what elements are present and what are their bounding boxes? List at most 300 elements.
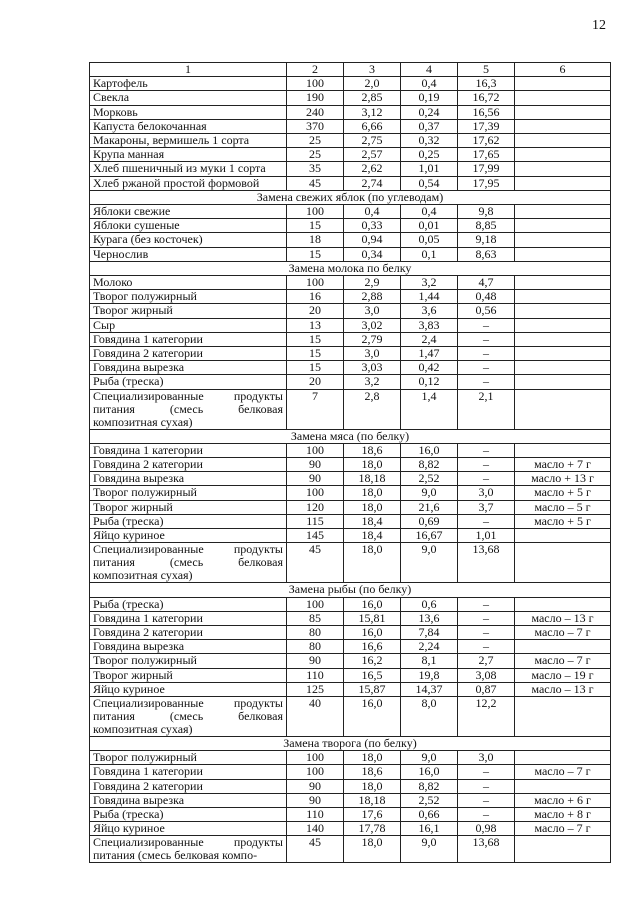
table-row <box>90 219 611 233</box>
value-cell: 2,4 <box>401 332 458 346</box>
product-name-cell: Курага (без косточек) <box>90 233 287 247</box>
product-name-cell: Говядина 2 категории <box>90 779 287 793</box>
table-row <box>90 822 611 836</box>
value-cell: – <box>458 332 515 346</box>
table-row <box>90 318 611 332</box>
value-cell: 8,82 <box>401 458 458 472</box>
value-cell: 20 <box>287 375 344 389</box>
section-heading: Замена свежих яблок (по углеводам) <box>90 190 611 204</box>
table-row <box>90 625 611 639</box>
section-heading: Замена рыбы (по белку) <box>90 583 611 597</box>
value-cell: 0,01 <box>401 219 458 233</box>
value-cell <box>515 389 611 429</box>
product-name-cell: Говядина вырезка <box>90 361 287 375</box>
product-name-cell: Рыба (треска) <box>90 375 287 389</box>
value-cell: 2,62 <box>344 162 401 176</box>
value-cell: 100 <box>287 486 344 500</box>
table-row <box>90 543 611 583</box>
value-cell: 110 <box>287 668 344 682</box>
value-cell <box>515 332 611 346</box>
product-name-cell: Говядина 2 категории <box>90 458 287 472</box>
product-name-cell: Молоко <box>90 276 287 290</box>
section-heading-row <box>90 429 611 443</box>
value-cell: 1,47 <box>401 347 458 361</box>
value-cell: – <box>458 443 515 457</box>
value-cell: 0,37 <box>401 119 458 133</box>
value-cell: 45 <box>287 836 344 863</box>
value-cell <box>515 105 611 119</box>
value-cell: 90 <box>287 793 344 807</box>
value-cell: 0,48 <box>458 290 515 304</box>
table-row <box>90 611 611 625</box>
value-cell: 9,8 <box>458 205 515 219</box>
value-cell: 3,12 <box>344 105 401 119</box>
product-name-cell: Говядина 2 категории <box>90 347 287 361</box>
value-cell: 1,01 <box>401 162 458 176</box>
value-cell: 12,2 <box>458 696 515 736</box>
value-cell: 140 <box>287 822 344 836</box>
section-heading: Замена молока по белку <box>90 261 611 275</box>
value-cell: 17,65 <box>458 148 515 162</box>
value-cell: масло + 8 г <box>515 807 611 821</box>
value-cell: – <box>458 347 515 361</box>
table-row <box>90 682 611 696</box>
value-cell: 2,85 <box>344 91 401 105</box>
value-cell: 8,85 <box>458 219 515 233</box>
section-heading-row <box>90 583 611 597</box>
value-cell: 3,7 <box>458 500 515 514</box>
header-cell: 4 <box>401 63 458 77</box>
table-body <box>90 63 611 863</box>
product-name-cell: Морковь <box>90 105 287 119</box>
value-cell: 3,2 <box>344 375 401 389</box>
value-cell: 0,54 <box>401 176 458 190</box>
product-name-cell: Творог полужирный <box>90 290 287 304</box>
value-cell: 45 <box>287 543 344 583</box>
value-cell: 17,95 <box>458 176 515 190</box>
value-cell: 14,37 <box>401 682 458 696</box>
value-cell: 16,6 <box>344 640 401 654</box>
value-cell <box>515 318 611 332</box>
table-row <box>90 458 611 472</box>
product-name-cell: Говядина 1 категории <box>90 443 287 457</box>
value-cell <box>515 779 611 793</box>
value-cell: 18,0 <box>344 779 401 793</box>
value-cell: 18,6 <box>344 765 401 779</box>
value-cell <box>515 162 611 176</box>
value-cell: масло – 5 г <box>515 500 611 514</box>
table-row <box>90 472 611 486</box>
value-cell: – <box>458 361 515 375</box>
value-cell: – <box>458 807 515 821</box>
value-cell <box>515 836 611 863</box>
value-cell <box>515 597 611 611</box>
value-cell <box>515 148 611 162</box>
value-cell: 1,4 <box>401 389 458 429</box>
value-cell <box>515 543 611 583</box>
value-cell <box>515 91 611 105</box>
value-cell: 8,0 <box>401 696 458 736</box>
value-cell <box>515 304 611 318</box>
value-cell: 16,0 <box>344 696 401 736</box>
value-cell: 0,19 <box>401 91 458 105</box>
value-cell: 18,0 <box>344 458 401 472</box>
value-cell: 90 <box>287 472 344 486</box>
value-cell: масло + 5 г <box>515 514 611 528</box>
table-row <box>90 375 611 389</box>
value-cell: 18,4 <box>344 529 401 543</box>
value-cell: 0,69 <box>401 514 458 528</box>
value-cell: 13,68 <box>458 836 515 863</box>
value-cell: 15,87 <box>344 682 401 696</box>
value-cell: – <box>458 514 515 528</box>
value-cell: 85 <box>287 611 344 625</box>
table-row <box>90 751 611 765</box>
value-cell: 2,52 <box>401 472 458 486</box>
value-cell: 100 <box>287 765 344 779</box>
product-name-cell: Творог полужирный <box>90 751 287 765</box>
table-row <box>90 765 611 779</box>
table-row <box>90 105 611 119</box>
value-cell: 18,0 <box>344 543 401 583</box>
value-cell: 16,0 <box>401 765 458 779</box>
value-cell: 17,62 <box>458 134 515 148</box>
value-cell <box>515 205 611 219</box>
value-cell: 3,2 <box>401 276 458 290</box>
product-name-cell: Говядина 1 категории <box>90 765 287 779</box>
product-name-cell: Яйцо куриное <box>90 822 287 836</box>
product-name-cell: Специализированные продукты питания (смесь белковая композитная сухая) <box>90 543 287 583</box>
value-cell: масло – 7 г <box>515 654 611 668</box>
value-cell: 25 <box>287 134 344 148</box>
value-cell: 0,05 <box>401 233 458 247</box>
value-cell: масло – 7 г <box>515 765 611 779</box>
value-cell: 9,0 <box>401 836 458 863</box>
table-row <box>90 233 611 247</box>
header-cell: 6 <box>515 63 611 77</box>
product-name-cell: Творог жирный <box>90 304 287 318</box>
value-cell: 19,8 <box>401 668 458 682</box>
value-cell: 0,4 <box>344 205 401 219</box>
value-cell: 2,1 <box>458 389 515 429</box>
value-cell: 0,56 <box>458 304 515 318</box>
value-cell: – <box>458 765 515 779</box>
table-row <box>90 276 611 290</box>
value-cell <box>515 77 611 91</box>
product-name-cell: Творог жирный <box>90 668 287 682</box>
table-row <box>90 779 611 793</box>
value-cell: 100 <box>287 751 344 765</box>
value-cell: масло – 13 г <box>515 682 611 696</box>
value-cell: 0,94 <box>344 233 401 247</box>
table-row <box>90 529 611 543</box>
value-cell: 35 <box>287 162 344 176</box>
value-cell: 0,25 <box>401 148 458 162</box>
value-cell: 2,7 <box>458 654 515 668</box>
value-cell: 17,99 <box>458 162 515 176</box>
value-cell: 0,33 <box>344 219 401 233</box>
value-cell <box>515 290 611 304</box>
value-cell: 100 <box>287 77 344 91</box>
value-cell: 0,12 <box>401 375 458 389</box>
value-cell: 3,02 <box>344 318 401 332</box>
product-name-cell: Говядина вырезка <box>90 472 287 486</box>
value-cell: 13,68 <box>458 543 515 583</box>
value-cell: 15 <box>287 219 344 233</box>
product-name-cell: Специализированные продукты питания (смесь белковая композитная сухая) <box>90 389 287 429</box>
table-row <box>90 807 611 821</box>
value-cell: 16,3 <box>458 77 515 91</box>
value-cell: 2,79 <box>344 332 401 346</box>
value-cell: 240 <box>287 105 344 119</box>
value-cell: 90 <box>287 654 344 668</box>
value-cell: 40 <box>287 696 344 736</box>
value-cell: 6,66 <box>344 119 401 133</box>
value-cell: 110 <box>287 807 344 821</box>
value-cell: 18,0 <box>344 751 401 765</box>
value-cell: 90 <box>287 779 344 793</box>
product-name-cell: Яйцо куриное <box>90 529 287 543</box>
value-cell: 20 <box>287 304 344 318</box>
value-cell: 25 <box>287 148 344 162</box>
table-row <box>90 836 611 863</box>
value-cell: 80 <box>287 640 344 654</box>
value-cell: 2,52 <box>401 793 458 807</box>
value-cell <box>515 751 611 765</box>
value-cell: 4,7 <box>458 276 515 290</box>
product-name-cell: Яйцо куриное <box>90 682 287 696</box>
value-cell: 16,72 <box>458 91 515 105</box>
product-name-cell: Специализированные продукты питания (смесь белковая компо- <box>90 836 287 863</box>
value-cell: 0,1 <box>401 247 458 261</box>
table-row <box>90 597 611 611</box>
value-cell: 16,56 <box>458 105 515 119</box>
value-cell: 0,66 <box>401 807 458 821</box>
value-cell: 18,4 <box>344 514 401 528</box>
value-cell: масло – 7 г <box>515 625 611 639</box>
value-cell: 45 <box>287 176 344 190</box>
value-cell <box>515 375 611 389</box>
table-row <box>90 119 611 133</box>
value-cell: 9,18 <box>458 233 515 247</box>
value-cell: 125 <box>287 682 344 696</box>
value-cell: 16,0 <box>344 625 401 639</box>
header-cell: 2 <box>287 63 344 77</box>
value-cell <box>515 347 611 361</box>
value-cell: 9,0 <box>401 751 458 765</box>
value-cell: 15 <box>287 361 344 375</box>
value-cell: 16,0 <box>401 443 458 457</box>
value-cell: 2,0 <box>344 77 401 91</box>
value-cell: 370 <box>287 119 344 133</box>
product-name-cell: Рыба (треска) <box>90 807 287 821</box>
value-cell: 0,6 <box>401 597 458 611</box>
value-cell: 17,39 <box>458 119 515 133</box>
product-name-cell: Говядина 1 категории <box>90 611 287 625</box>
product-name-cell: Говядина 1 категории <box>90 332 287 346</box>
value-cell: 100 <box>287 276 344 290</box>
product-name-cell: Яблоки свежие <box>90 205 287 219</box>
value-cell: масло – 13 г <box>515 611 611 625</box>
value-cell: 2,88 <box>344 290 401 304</box>
section-heading-row <box>90 190 611 204</box>
value-cell <box>515 276 611 290</box>
product-name-cell: Хлеб ржаной простой формовой <box>90 176 287 190</box>
product-name-cell: Рыба (треска) <box>90 597 287 611</box>
value-cell: 17,6 <box>344 807 401 821</box>
section-heading-row <box>90 261 611 275</box>
table-row <box>90 500 611 514</box>
value-cell: – <box>458 318 515 332</box>
value-cell: масло + 7 г <box>515 458 611 472</box>
value-cell: 2,8 <box>344 389 401 429</box>
value-cell: 1,01 <box>458 529 515 543</box>
table-row <box>90 162 611 176</box>
value-cell: 2,75 <box>344 134 401 148</box>
value-cell: 13,6 <box>401 611 458 625</box>
value-cell: 0,4 <box>401 205 458 219</box>
product-name-cell: Говядина 2 категории <box>90 625 287 639</box>
value-cell: 18,6 <box>344 443 401 457</box>
value-cell <box>515 233 611 247</box>
value-cell: 3,6 <box>401 304 458 318</box>
table-row <box>90 247 611 261</box>
product-name-cell: Творог полужирный <box>90 486 287 500</box>
value-cell: 2,74 <box>344 176 401 190</box>
value-cell: 0,32 <box>401 134 458 148</box>
product-name-cell: Свекла <box>90 91 287 105</box>
table-row <box>90 205 611 219</box>
value-cell <box>515 640 611 654</box>
value-cell: 2,9 <box>344 276 401 290</box>
value-cell: 18,18 <box>344 472 401 486</box>
value-cell: 21,6 <box>401 500 458 514</box>
value-cell: масло + 13 г <box>515 472 611 486</box>
value-cell: 100 <box>287 205 344 219</box>
product-name-cell: Крупа манная <box>90 148 287 162</box>
value-cell: 17,78 <box>344 822 401 836</box>
value-cell: масло – 7 г <box>515 822 611 836</box>
product-name-cell: Яблоки сушеные <box>90 219 287 233</box>
product-name-cell: Специализированные продукты питания (смесь белковая композитная сухая) <box>90 696 287 736</box>
value-cell: 18,0 <box>344 500 401 514</box>
value-cell: 9,0 <box>401 543 458 583</box>
section-heading: Замена мяса (по белку) <box>90 429 611 443</box>
table-row <box>90 304 611 318</box>
value-cell: масло + 6 г <box>515 793 611 807</box>
value-cell: 120 <box>287 500 344 514</box>
value-cell: 3,03 <box>344 361 401 375</box>
value-cell: 16,2 <box>344 654 401 668</box>
table-row <box>90 134 611 148</box>
value-cell: 2,24 <box>401 640 458 654</box>
value-cell: 0,4 <box>401 77 458 91</box>
value-cell: 15,81 <box>344 611 401 625</box>
value-cell: 3,0 <box>344 304 401 318</box>
value-cell: 15 <box>287 332 344 346</box>
value-cell <box>515 219 611 233</box>
value-cell: 16,0 <box>344 597 401 611</box>
value-cell: 18,18 <box>344 793 401 807</box>
product-name-cell: Творог жирный <box>90 500 287 514</box>
table-row <box>90 176 611 190</box>
value-cell: 3,08 <box>458 668 515 682</box>
product-name-cell: Макароны, вермишель 1 сорта <box>90 134 287 148</box>
value-cell: 0,24 <box>401 105 458 119</box>
value-cell: масло + 5 г <box>515 486 611 500</box>
value-cell <box>515 119 611 133</box>
value-cell <box>515 361 611 375</box>
value-cell: – <box>458 625 515 639</box>
value-cell <box>515 529 611 543</box>
value-cell: – <box>458 472 515 486</box>
value-cell: 7 <box>287 389 344 429</box>
value-cell: – <box>458 640 515 654</box>
value-cell: 16,5 <box>344 668 401 682</box>
value-cell: – <box>458 611 515 625</box>
value-cell: 15 <box>287 347 344 361</box>
value-cell: 16 <box>287 290 344 304</box>
value-cell: 115 <box>287 514 344 528</box>
value-cell: 7,84 <box>401 625 458 639</box>
substitution-table-container <box>89 62 611 863</box>
value-cell: – <box>458 375 515 389</box>
value-cell: – <box>458 779 515 793</box>
value-cell: масло – 19 г <box>515 668 611 682</box>
value-cell: 90 <box>287 458 344 472</box>
table-row <box>90 640 611 654</box>
table-row <box>90 361 611 375</box>
header-row <box>90 63 611 77</box>
section-heading-row <box>90 736 611 750</box>
value-cell <box>515 134 611 148</box>
value-cell: 0,34 <box>344 247 401 261</box>
value-cell: 18,0 <box>344 836 401 863</box>
product-name-cell: Сыр <box>90 318 287 332</box>
table-row <box>90 654 611 668</box>
table-row <box>90 514 611 528</box>
value-cell: 8,82 <box>401 779 458 793</box>
value-cell <box>515 443 611 457</box>
value-cell: – <box>458 458 515 472</box>
table-row <box>90 443 611 457</box>
value-cell: 3,0 <box>458 751 515 765</box>
table-row <box>90 332 611 346</box>
product-name-cell: Рыба (треска) <box>90 514 287 528</box>
value-cell: 145 <box>287 529 344 543</box>
value-cell: 8,63 <box>458 247 515 261</box>
table-row <box>90 290 611 304</box>
product-name-cell: Хлеб пшеничный из муки 1 сорта <box>90 162 287 176</box>
product-name-cell: Говядина вырезка <box>90 793 287 807</box>
value-cell: 0,42 <box>401 361 458 375</box>
value-cell: 16,1 <box>401 822 458 836</box>
value-cell <box>515 176 611 190</box>
value-cell: 18,0 <box>344 486 401 500</box>
product-name-cell: Творог полужирный <box>90 654 287 668</box>
value-cell: 190 <box>287 91 344 105</box>
value-cell <box>515 696 611 736</box>
value-cell: 1,44 <box>401 290 458 304</box>
page-number: 12 <box>592 18 606 33</box>
value-cell: 80 <box>287 625 344 639</box>
product-name-cell: Картофель <box>90 77 287 91</box>
value-cell: 3,0 <box>458 486 515 500</box>
value-cell: 9,0 <box>401 486 458 500</box>
table-row <box>90 696 611 736</box>
section-heading: Замена творога (по белку) <box>90 736 611 750</box>
table-row <box>90 486 611 500</box>
